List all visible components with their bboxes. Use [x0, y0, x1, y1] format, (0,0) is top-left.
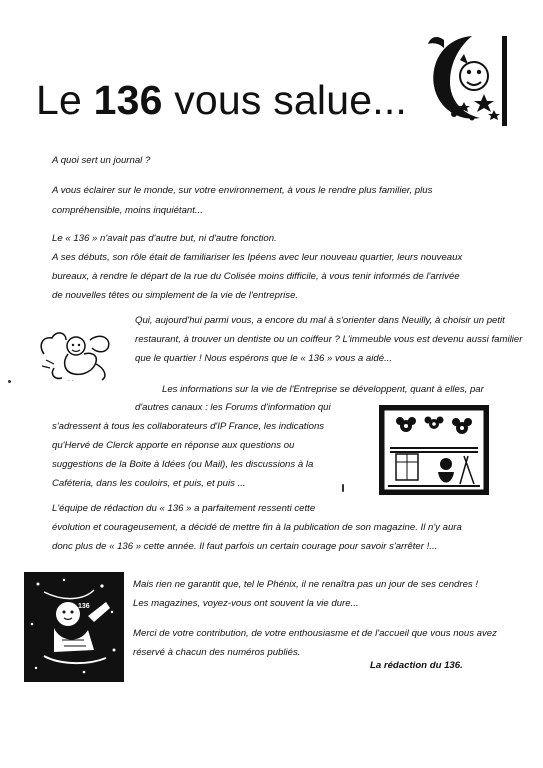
scan-speck — [342, 484, 344, 492]
paragraph-phoenix-line-1: Mais rien ne garantit que, tel le Phénix, il ne renaîtra pas un jour de ses cendres ! — [133, 579, 479, 590]
paragraph-question: A quoi sert un journal ? — [52, 155, 151, 166]
svg-text:136: 136 — [78, 603, 90, 610]
cafe-window-illustration — [378, 404, 490, 496]
paragraph-purpose-line-1: A vous éclairer sur le monde, sur votre environnement, à vous le rendre plus familier, plus — [52, 185, 433, 196]
paragraph-history-line-1: Le « 136 » n'avait pas d'autre but, ni d'autre fonction. — [52, 233, 277, 244]
paragraph-decision-line-1: L'équipe de rédaction du « 136 » a parfaitement ressenti cette — [52, 503, 316, 514]
paragraph-history-line-4: de nouvelles têtes ou simplement de la vie de l'entreprise. — [52, 290, 299, 301]
crescent-moon-illustration — [424, 30, 506, 126]
paragraph-thanks-line-2: réservé à chacun des numéros publiés. — [133, 647, 301, 658]
title-number: 136 — [93, 77, 163, 123]
paragraph-thanks-line-1: Merci de votre contribution, de votre enthousiasme et de l'accueil que vous nous avez — [133, 628, 497, 639]
svg-text:· ·: · · — [68, 378, 74, 384]
paragraph-neighborhood-line-2: restaurant, à trouver un dentiste ou un coiffeur ? L'immeuble vous est devenu aussi familier — [135, 334, 523, 345]
paragraph-channels-line-4: qu'Hervé de Clerck apporte en réponse aux questions ou — [52, 440, 295, 451]
paragraph-neighborhood-line-1: Qui, aujourd'hui parmi vous, a encore du mal à s'orienter dans Neuilly, à choisir un petit — [135, 315, 505, 326]
paragraph-neighborhood-line-3: que le quartier ! Nous espérons que le « 136 » vous a aidé... — [135, 353, 393, 364]
title-prefix: Le — [36, 77, 94, 123]
vertical-rule — [502, 36, 507, 126]
paragraph-channels-line-6: Caféteria, dans les couloirs, et puis, et puis ... — [52, 478, 246, 489]
paragraph-channels-line-1: Les informations sur la vie de l'Entreprise se développent, quant à elles, par — [162, 384, 484, 395]
paragraph-channels-line-3: s'adressent à tous les collaborateurs d'IP France, les indications — [52, 421, 325, 432]
paragraph-history-line-3: bureaux, à rendre le départ de la rue du Colisée moins difficile, à vous tenir informés de l'arrivée — [52, 271, 460, 282]
space-dream-illustration — [24, 572, 124, 682]
title-suffix: vous salue... — [162, 77, 408, 123]
paragraph-decision-line-2: évolution et courageusement, a décidé de mettre fin à la publication de son magazine. Il n'y aura — [52, 522, 462, 533]
scan-speck — [8, 380, 11, 383]
paragraph-decision-line-3: donc plus de « 136 » cette année. Il faut parfois un certain courage pour savoir s'arrêter !... — [52, 541, 438, 552]
cherub-illustration — [34, 324, 116, 384]
paragraph-phoenix-line-2: Les magazines, voyez-vous ont souvent la vie dure... — [133, 598, 359, 609]
paragraph-channels-line-5: suggestions de la Boite à Idées (ou Mail), les discussions à la — [52, 459, 314, 470]
signature: La rédaction du 136. — [370, 660, 463, 671]
paragraph-channels-line-2: d'autres canaux : les Forums d'information qui — [135, 402, 331, 413]
page-title — [36, 76, 407, 124]
paragraph-purpose-line-2: compréhensible, moins inquiétant... — [52, 205, 203, 216]
paragraph-history-line-2: A ses débuts, son rôle était de familiariser les Ipéens avec leur nouveau quartier, leurs nouveaux — [52, 252, 463, 263]
